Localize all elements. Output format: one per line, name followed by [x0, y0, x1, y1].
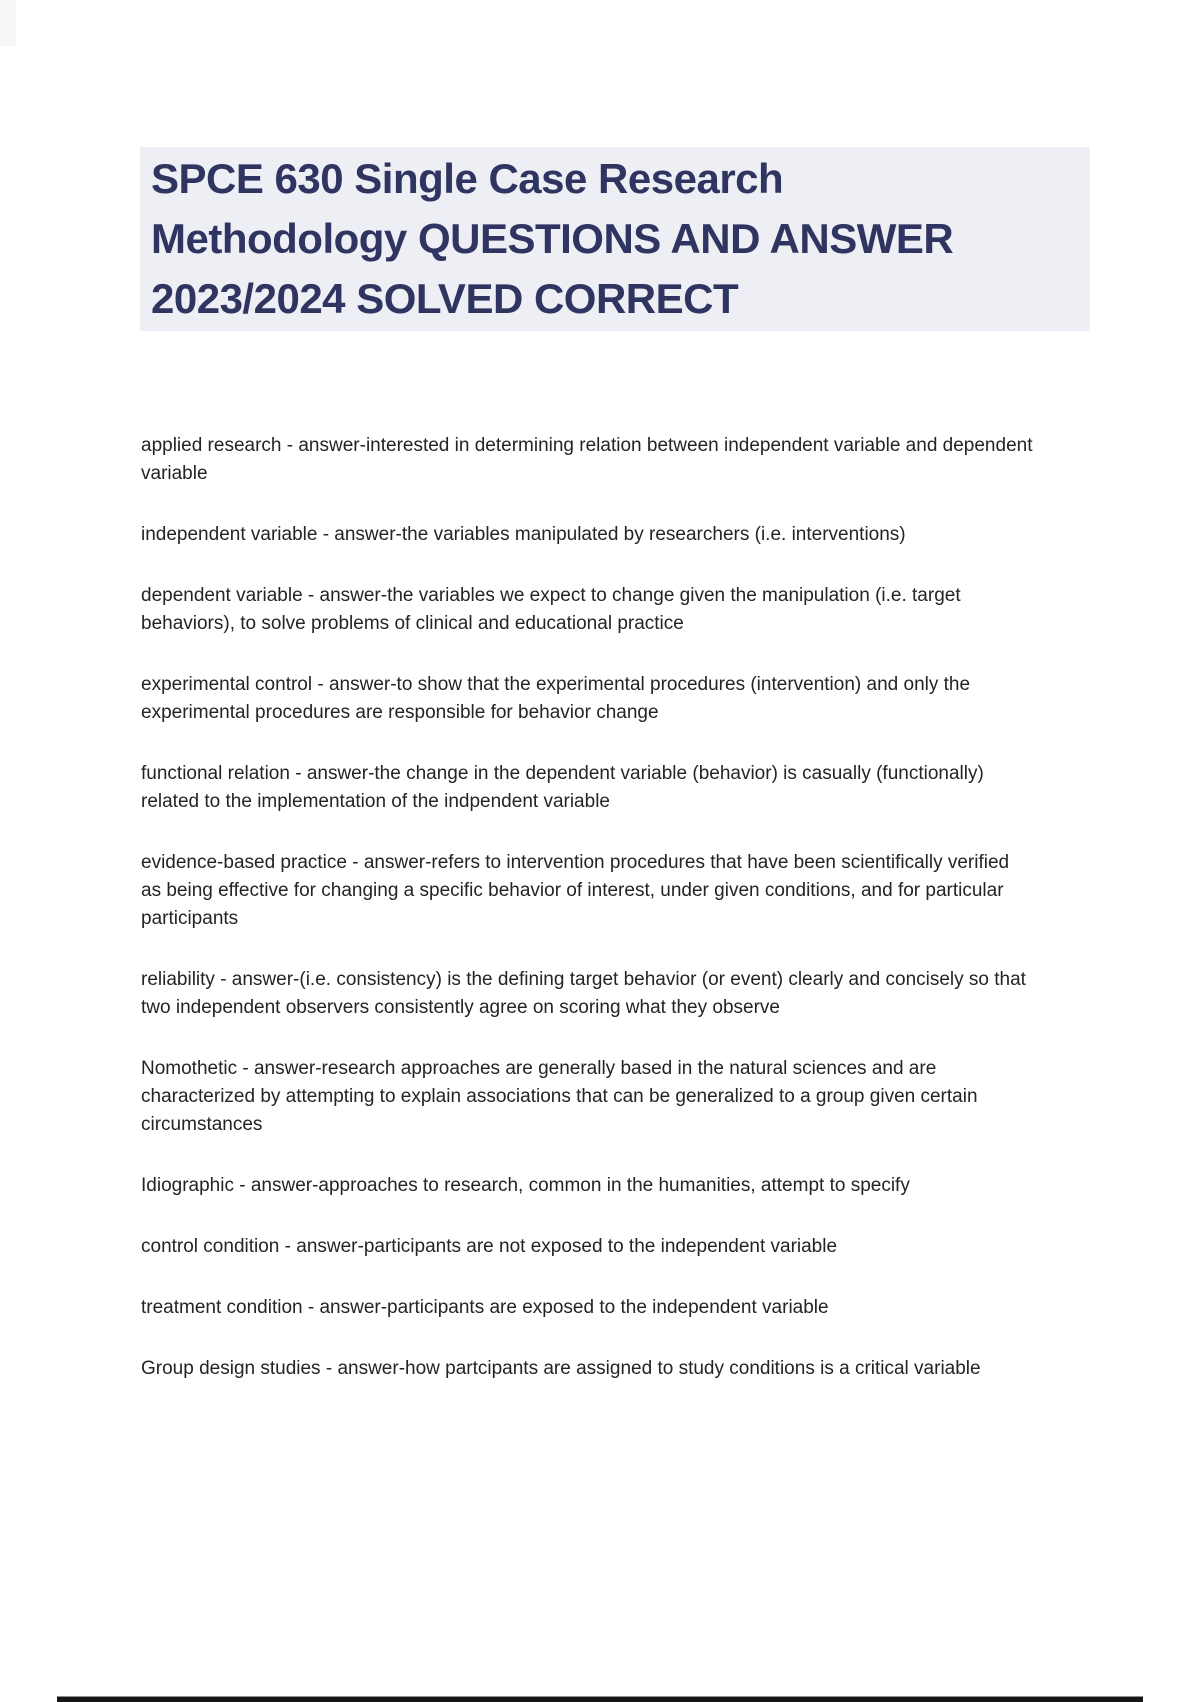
document-title — [140, 147, 1090, 331]
qa-paragraph: Idiographic - answer-approaches to research, common in the humanities, attempt to specify — [141, 1175, 910, 1196]
document-title-line-1: SPCE 630 Single Case Research — [151, 155, 784, 202]
qa-paragraph: Group design studies - answer-how partcipants are assigned to study conditions is a critical variable — [141, 1358, 981, 1379]
qa-paragraph: treatment condition - answer-participants are exposed to the independent variable — [141, 1297, 829, 1318]
qa-paragraph: Nomothetic - answer-research approaches are generally based in the natural sciences and are characterized by attempting to explain associations that can be generalized to a group given certain circumstances — [141, 1058, 978, 1135]
document-title-line-2: Methodology QUESTIONS AND ANSWER — [151, 215, 954, 262]
qa-paragraph: independent variable - answer-the variables manipulated by researchers (i.e. interventions) — [141, 524, 906, 545]
qa-paragraph: experimental control - answer-to show that the experimental procedures (intervention) and only the experimental procedures are responsible for behavior change — [141, 674, 971, 723]
page-corner-artifact — [0, 0, 16, 46]
document-body — [141, 432, 1033, 1416]
qa-paragraph: functional relation - answer-the change in the dependent variable (behavior) is casually (functionally) related to the implementation of the indpendent variable — [141, 763, 984, 812]
qa-paragraph: dependent variable - answer-the variables we expect to change given the manipulation (i.e. target behaviors), to solve problems of clinical and educational practice — [141, 585, 961, 634]
document-title-line-3: 2023/2024 SOLVED CORRECT — [151, 275, 739, 322]
qa-paragraph: control condition - answer-participants are not exposed to the independent variable — [141, 1236, 838, 1257]
qa-paragraph: evidence-based practice - answer-refers to intervention procedures that have been scientifically verified as being effective for changing a specific behavior of interest, under given conditions, and for particular participants — [141, 852, 1010, 929]
footer-bar — [57, 1696, 1143, 1702]
qa-paragraph: reliability - answer-(i.e. consistency) is the defining target behavior (or event) clearly and concisely so that two independent observers consistently agree on scoring what they observe — [141, 969, 1026, 1018]
qa-paragraph: applied research - answer-interested in determining relation between independent variable and dependent variable — [141, 435, 1033, 484]
